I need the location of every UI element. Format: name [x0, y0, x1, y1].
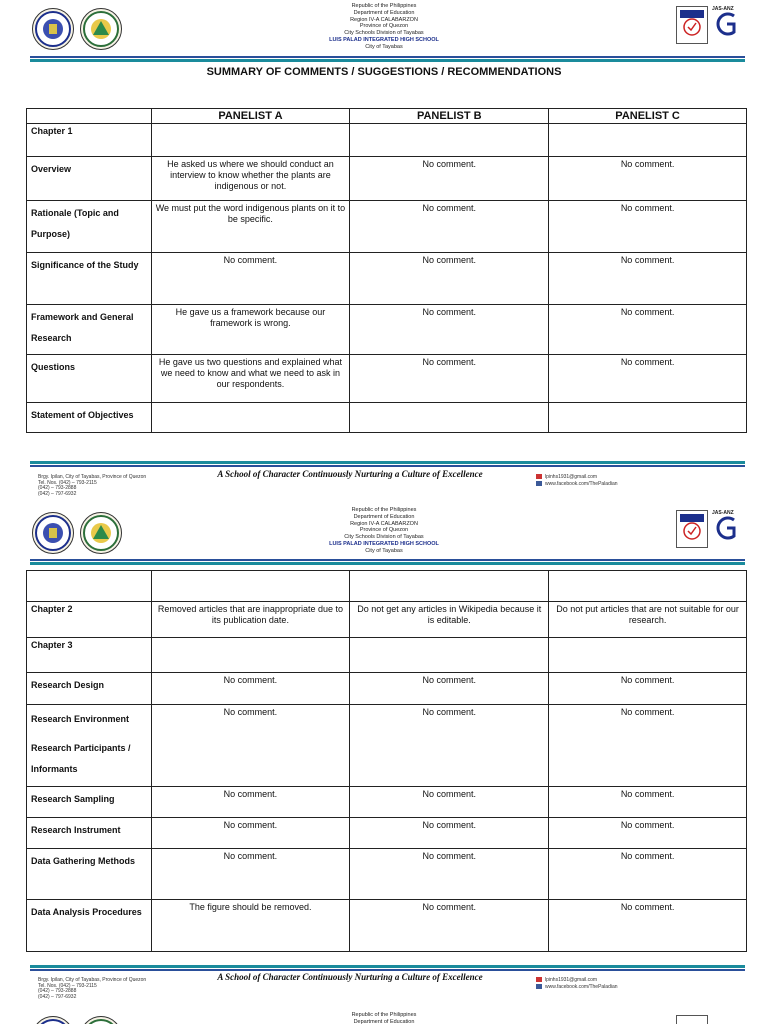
- panelist-a-cell: He asked us where we should conduct an interview to know whether the plants are indigenous or not.: [151, 157, 350, 201]
- jas-anz-label: JAS-ANZ: [712, 510, 734, 516]
- panelist-a-cell: The figure should be removed.: [151, 900, 350, 952]
- chapter-heading: Chapter 2: [27, 602, 152, 638]
- panelist-a-cell: No comment.: [151, 253, 350, 305]
- iso-certification-icon: [676, 1015, 708, 1024]
- panelist-a-cell: We must put the word indigenous plants on it to be specific.: [151, 201, 350, 253]
- table-row: [27, 201, 747, 253]
- telephone-line: Tel. Nos. (042) – 793-2115: [38, 479, 97, 486]
- header-rule-accent: [30, 562, 745, 565]
- republic-line: Republic of the Philippines: [351, 3, 417, 9]
- table-row: [27, 849, 747, 900]
- department-line: Department of Education: [353, 513, 415, 520]
- footer-rule-accent: [30, 461, 745, 464]
- contact-info: [536, 977, 618, 991]
- panelist-c-cell: No comment.: [549, 787, 747, 818]
- panelist-b-cell: No comment.: [350, 849, 549, 900]
- panelist-b-cell: No comment.: [350, 201, 549, 253]
- panelist-a-cell: He gave us a framework because our framework is wrong.: [151, 305, 350, 355]
- division-line: City Schools Division of Tayabas: [344, 534, 424, 541]
- panelist-b-cell: Do not get any articles in Wikipedia because it is editable.: [350, 602, 549, 638]
- school-name: LUIS PALAD INTEGRATED HIGH SCHOOL: [329, 36, 439, 43]
- table-row: [27, 787, 747, 818]
- section-label: Framework and General Research: [27, 305, 152, 355]
- panelist-c-cell: No comment.: [549, 705, 747, 787]
- facebook-icon: [536, 481, 542, 486]
- section-label: Research Instrument: [27, 818, 152, 849]
- column-header-panelist-c: PANELIST C: [549, 109, 747, 124]
- header-rule: [30, 56, 745, 58]
- letterhead-text: [0, 3, 768, 51]
- email-address: lpinhs1931@gmail.com: [545, 977, 598, 983]
- telephone-line: (042) – 797-6932: [38, 490, 77, 497]
- telephone-line: (042) – 797-6932: [38, 993, 77, 1000]
- panelist-b-cell: [350, 124, 549, 157]
- panelist-a-cell: [151, 124, 350, 157]
- jas-anz-logo: [712, 510, 744, 544]
- section-label: Data Analysis Procedures: [27, 900, 152, 952]
- section-label: Research Design: [27, 673, 152, 705]
- table-row: [27, 900, 747, 952]
- city-line: City of Tayabas: [365, 547, 403, 554]
- letterhead: [0, 0, 768, 60]
- panelist-b-cell: No comment.: [350, 157, 549, 201]
- panelist-b-cell: [350, 571, 549, 602]
- footer-rule: [30, 969, 745, 971]
- panelist-c-cell: No comment.: [549, 253, 747, 305]
- panelist-b-cell: [350, 638, 549, 673]
- section-label: Data Gathering Methods: [27, 849, 152, 900]
- facebook-link: www.facebook.com/ThePaladian: [545, 481, 618, 487]
- email-icon: [536, 474, 542, 479]
- panelist-b-cell: No comment.: [350, 787, 549, 818]
- table-row: [27, 818, 747, 849]
- panelist-a-cell: No comment.: [151, 705, 350, 787]
- page-footer: [0, 972, 768, 1012]
- panelist-c-cell: [549, 638, 747, 673]
- republic-line: Republic of the Philippines: [351, 507, 417, 513]
- address-line: Brgy. Ipilan, City of Tayabas, Province of Quezon: [38, 474, 147, 480]
- section-label: [27, 705, 152, 787]
- panelist-c-cell: No comment.: [549, 818, 747, 849]
- iso-certification-icon: [676, 510, 708, 548]
- contact-info: [536, 474, 618, 488]
- table-row: [27, 355, 747, 403]
- table-row: [27, 305, 747, 355]
- table-row: [27, 253, 747, 305]
- panelist-c-cell: No comment.: [549, 849, 747, 900]
- school-motto: A School of Character Continuously Nurturing a Culture of Excellence: [217, 972, 483, 982]
- table-row: [27, 673, 747, 705]
- department-line: Department of Education: [353, 1018, 415, 1024]
- letterhead-text: [0, 507, 768, 555]
- panelist-c-cell: [549, 124, 747, 157]
- footer-rule-accent: [30, 965, 745, 968]
- panelist-c-cell: No comment.: [549, 673, 747, 705]
- panelist-b-cell: No comment.: [350, 253, 549, 305]
- school-address: [38, 978, 146, 1000]
- panelist-c-cell: No comment.: [549, 305, 747, 355]
- column-header: [27, 109, 152, 124]
- panelist-b-cell: [350, 403, 549, 433]
- chapter-heading: Chapter 1: [27, 124, 152, 157]
- panelist-a-cell: No comment.: [151, 849, 350, 900]
- panelist-b-cell: No comment.: [350, 705, 549, 787]
- section-label: Significance of the Study: [27, 253, 152, 305]
- table-row: [27, 157, 747, 201]
- section-label-line: Research Participants / Informants: [31, 743, 131, 774]
- page-footer: [0, 468, 768, 508]
- panelist-c-cell: No comment.: [549, 201, 747, 253]
- section-label-line: Research Environment: [31, 714, 130, 724]
- panelist-a-cell: No comment.: [151, 818, 350, 849]
- section-label: Rationale (Topic and Purpose): [27, 201, 152, 253]
- panelist-b-cell: No comment.: [350, 305, 549, 355]
- table-row: [27, 602, 747, 638]
- city-line: City of Tayabas: [365, 43, 403, 50]
- document-title: SUMMARY OF COMMENTS / SUGGESTIONS / RECOMMENDATIONS: [206, 66, 562, 78]
- panelist-c-cell: Do not put articles that are not suitable for our research.: [549, 602, 747, 638]
- region-line: Region IV-A CALABARZON: [350, 520, 418, 527]
- header-rule: [30, 559, 745, 561]
- email-icon: [536, 977, 542, 982]
- panelist-c-cell: [549, 571, 747, 602]
- panelist-a-cell: He gave us two questions and explained what we need to know and what we need to ask in our respondents.: [151, 355, 350, 403]
- telephone-line: Tel. Nos. (042) – 793-2115: [38, 982, 97, 989]
- section-label: Overview: [27, 157, 152, 201]
- telephone-line: (042) – 793-2888: [38, 988, 77, 995]
- letterhead-partial: [0, 1010, 768, 1024]
- table-row: [27, 638, 747, 673]
- panelist-c-cell: No comment.: [549, 157, 747, 201]
- table-row: [27, 571, 747, 602]
- division-line: City Schools Division of Tayabas: [344, 30, 424, 37]
- section-label: Statement of Objectives: [27, 403, 152, 433]
- panelist-c-cell: [549, 403, 747, 433]
- email-address: lpinhs1931@gmail.com: [545, 474, 598, 480]
- header-rule-accent: [30, 59, 745, 62]
- facebook-icon: [536, 984, 542, 989]
- school-address: [38, 475, 146, 497]
- footer-rule: [30, 465, 745, 467]
- chapter-heading: Chapter 3: [27, 638, 152, 673]
- school-motto: A School of Character Continuously Nurturing a Culture of Excellence: [217, 469, 483, 479]
- panelist-b-cell: No comment.: [350, 355, 549, 403]
- panelist-a-cell: Removed articles that are inappropriate due to its publication date.: [151, 602, 350, 638]
- column-header-panelist-a: PANELIST A: [151, 109, 350, 124]
- facebook-link: www.facebook.com/ThePaladian: [545, 984, 618, 990]
- section-label: Research Sampling: [27, 787, 152, 818]
- section-label: Questions: [27, 355, 152, 403]
- province-line: Province of Quezon: [359, 527, 409, 534]
- comments-table-page2: [26, 570, 747, 952]
- panelist-c-cell: No comment.: [549, 355, 747, 403]
- table-header-row: [27, 109, 747, 124]
- panelist-a-cell: No comment.: [151, 673, 350, 705]
- column-header-panelist-b: PANELIST B: [350, 109, 549, 124]
- letterhead: [0, 504, 768, 564]
- jas-anz-logo: [712, 6, 744, 40]
- iso-certification-icon: [676, 6, 708, 44]
- panelist-b-cell: No comment.: [350, 673, 549, 705]
- panelist-b-cell: No comment.: [350, 900, 549, 952]
- panelist-a-cell: No comment.: [151, 787, 350, 818]
- address-line: Brgy. Ipilan, City of Tayabas, Province of Quezon: [38, 977, 147, 983]
- republic-line: Republic of the Philippines: [351, 1012, 417, 1018]
- telephone-line: (042) – 793-2888: [38, 485, 77, 492]
- school-name: LUIS PALAD INTEGRATED HIGH SCHOOL: [329, 540, 439, 547]
- table-row: [27, 403, 747, 433]
- comments-table-page1: [26, 108, 747, 433]
- panelist-a-cell: [151, 638, 350, 673]
- letterhead-text: [0, 1012, 768, 1024]
- panelist-a-cell: [151, 571, 350, 602]
- panelist-b-cell: No comment.: [350, 818, 549, 849]
- table-row: [27, 705, 747, 787]
- province-line: Province of Quezon: [359, 23, 409, 30]
- section-label: [27, 571, 152, 602]
- department-line: Department of Education: [353, 9, 415, 16]
- region-line: Region IV-A CALABARZON: [350, 16, 418, 23]
- jas-anz-label: JAS-ANZ: [712, 6, 734, 12]
- panelist-a-cell: [151, 403, 350, 433]
- panelist-c-cell: No comment.: [549, 900, 747, 952]
- table-row: [27, 124, 747, 157]
